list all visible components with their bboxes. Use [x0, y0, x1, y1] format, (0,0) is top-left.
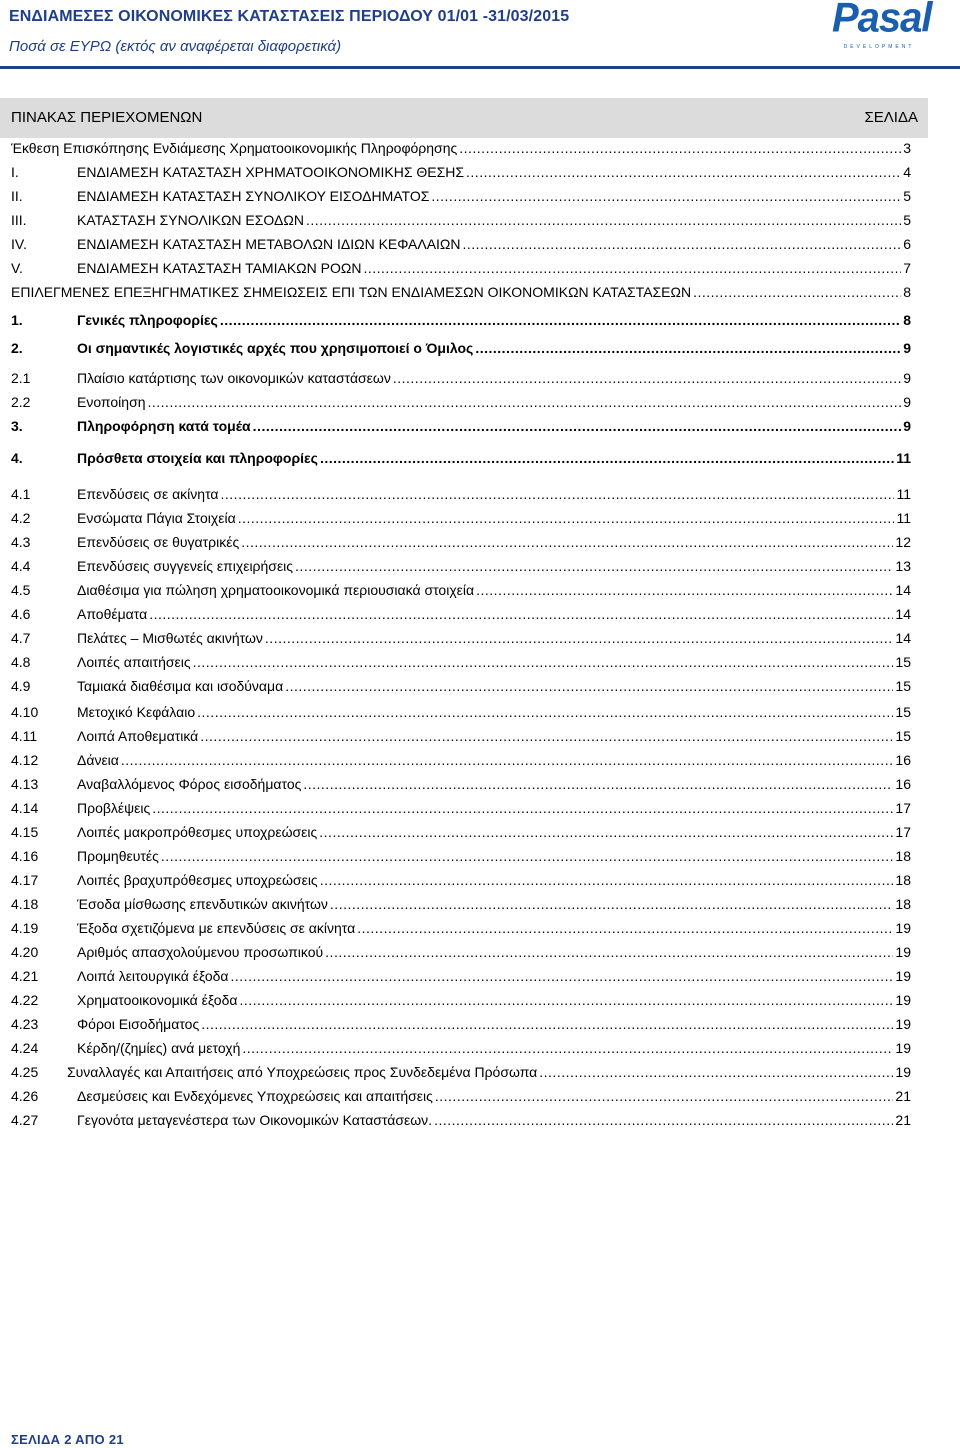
toc-entry-page: 11 [896, 510, 911, 526]
pasal-logo [832, 0, 932, 52]
toc-entry-label: Επενδύσεις συγγενείς επιχειρήσεις [77, 558, 294, 574]
toc-entry[interactable] [11, 418, 911, 438]
toc-entry[interactable] [11, 630, 911, 650]
toc-entry-page: 18 [895, 896, 911, 912]
toc-entry-page: 11 [896, 450, 911, 466]
toc-leader-dots [201, 1016, 893, 1032]
toc-entry-number: 2.1 [11, 370, 31, 386]
toc-entry-label: Πελάτες – Μισθωτές ακινήτων [77, 630, 263, 646]
logo-wordmark: Pasal [832, 0, 932, 42]
toc-entry-number: 1. [11, 312, 23, 328]
toc-entry-label: ΕΝΔΙΑΜΕΣΗ ΚΑΤΑΣΤΑΣΗ ΤΑΜΙΑΚΩΝ ΡΟΩΝ [77, 260, 362, 276]
toc-entry-label: Λοιπά Αποθεματικά [77, 728, 199, 744]
toc-entry-label: ΕΝΔΙΑΜΕΣΗ ΚΑΤΑΣΤΑΣΗ ΧΡΗΜΑΤΟΟΙΚΟΝΟΜΙΚΗΣ ΘΕΣΗΣ [77, 164, 465, 180]
page-number-footer: ΣΕΛΙΔΑ 2 ΑΠΟ 21 [11, 1432, 124, 1447]
logo-tagline: DEVELOPMENT [843, 44, 915, 50]
toc-entry-number: 4.20 [11, 944, 39, 960]
toc-entry-label: Δεσμεύσεις και Ενδεχόμενες Υποχρεώσεις και απαιτήσεις [77, 1088, 433, 1104]
toc-leader-dots [193, 654, 894, 670]
toc-entry[interactable] [11, 340, 911, 360]
toc-entry-label: Οι σημαντικές λογιστικές αρχές που χρησιμοποιεί ο Όμιλος [77, 340, 474, 356]
toc-entry[interactable] [11, 1040, 911, 1060]
toc-entry-page: 5 [903, 188, 911, 204]
toc-entry[interactable] [11, 606, 911, 626]
toc-entry-page: 14 [895, 630, 911, 646]
toc-entry[interactable] [11, 140, 911, 160]
toc-entry-page: 3 [903, 140, 911, 156]
toc-entry[interactable] [11, 896, 911, 916]
toc-entry-label: Προμηθευτές [77, 848, 159, 864]
toc-entry[interactable] [11, 1064, 911, 1084]
toc-entry-label: Προβλέψεις [77, 800, 151, 816]
toc-entry-page: 19 [895, 968, 911, 984]
toc-leader-dots [241, 534, 893, 550]
toc-entry[interactable] [11, 312, 911, 332]
toc-entry-page: 6 [903, 236, 911, 252]
toc-leader-dots [319, 824, 893, 840]
toc-entry[interactable] [11, 582, 911, 602]
toc-leader-dots [330, 896, 894, 912]
toc-entry-number: 4.23 [11, 1016, 39, 1032]
toc-entry-page: 21 [895, 1112, 911, 1128]
toc-entry[interactable] [11, 824, 911, 844]
toc-entry[interactable] [11, 1088, 911, 1108]
toc-entry-page: 15 [895, 654, 911, 670]
toc-entry-label: Έκθεση Επισκόπησης Ενδιάμεσης Χρηματοοικονομικής Πληροφόρησης [11, 140, 458, 156]
toc-entry-page: 17 [895, 824, 911, 840]
toc-entry-number: 4.24 [11, 1040, 39, 1056]
toc-entry-number: I. [11, 164, 19, 180]
toc-entry[interactable] [11, 1112, 911, 1132]
toc-entry-number: 4.7 [11, 630, 31, 646]
toc-entry-page: 11 [896, 486, 911, 502]
toc-entry-page: 15 [895, 678, 911, 694]
toc-leader-dots [475, 340, 901, 356]
toc-entry-label: Γενικές πληροφορίες [77, 312, 218, 328]
toc-leader-dots [285, 678, 893, 694]
toc-entry-number: 4. [11, 450, 23, 466]
toc-entry-label: Λοιπές μακροπρόθεσμες υποχρεώσεις [77, 824, 318, 840]
toc-entry-number: 4.5 [11, 582, 31, 598]
toc-leader-dots [393, 370, 901, 386]
currency-note: Ποσά σε ΕΥΡΩ (εκτός αν αναφέρεται διαφορετικά) [9, 38, 342, 55]
header-rule [0, 66, 960, 69]
toc-entry[interactable] [11, 236, 911, 256]
toc-entry-label: ΕΝΔΙΑΜΕΣΗ ΚΑΤΑΣΤΑΣΗ ΜΕΤΑΒΟΛΩΝ ΙΔΙΩΝ ΚΕΦΑΛΑΙΩΝ [77, 236, 461, 252]
toc-entry-number: 4.16 [11, 848, 39, 864]
toc-entry[interactable] [11, 654, 911, 674]
toc-leader-dots [325, 944, 893, 960]
toc-entry-number: 4.12 [11, 752, 39, 768]
toc-entry-number: 4.1 [11, 486, 31, 502]
toc-entry-number: 2. [11, 340, 23, 356]
toc-entry[interactable] [11, 450, 911, 470]
toc-entry-number: 4.27 [11, 1112, 39, 1128]
toc-entry[interactable] [11, 704, 911, 724]
toc-entry-page: 17 [895, 800, 911, 816]
toc-entry-page: 18 [895, 872, 911, 888]
toc-entry-label: Επενδύσεις σε θυγατρικές [77, 534, 240, 550]
toc-entry-label: Κέρδη/(ζημίες) ανά μετοχή [77, 1040, 241, 1056]
toc-entry-label: Αναβαλλόμενος Φόρος εισοδήματος [77, 776, 302, 792]
toc-entry[interactable] [11, 800, 911, 820]
toc-entry-number: III. [11, 212, 27, 228]
toc-entry[interactable] [11, 394, 911, 414]
toc-entry-page: 19 [895, 920, 911, 936]
toc-leader-dots [239, 992, 893, 1008]
toc-entry-label: Πρόσθετα στοιχεία και πληροφορίες [77, 450, 318, 466]
toc-entry-page: 4 [903, 164, 911, 180]
toc-entry-label: Χρηματοοικονομικά έξοδα [77, 992, 238, 1008]
toc-leader-dots [306, 212, 901, 228]
toc-entry-number: 4.18 [11, 896, 39, 912]
toc-entry-number: 2.2 [11, 394, 31, 410]
report-title: ΕΝΔΙΑΜΕΣΕΣ ΟΙΚΟΝΟΜΙΚΕΣ ΚΑΤΑΣΤΑΣΕΙΣ ΠΕΡΙΟΔΟΥ 01/01 -31/03/2015 [9, 8, 570, 25]
toc-header-bar [0, 98, 928, 138]
toc-entry-page: 13 [895, 558, 911, 574]
toc-entry-number: 4.2 [11, 510, 31, 526]
toc-leader-dots [238, 510, 895, 526]
toc-leader-dots [476, 582, 893, 598]
toc-entry-label: Ενσώματα Πάγια Στοιχεία [77, 510, 236, 526]
toc-leader-dots [539, 1064, 893, 1080]
toc-entry-number: IV. [11, 236, 27, 252]
toc-entry-number: 4.4 [11, 558, 31, 574]
toc-leader-dots [220, 312, 901, 328]
toc-leader-dots [161, 848, 894, 864]
toc-entry-label: ΕΠΙΛΕΓΜΕΝΕΣ ΕΠΕΞΗΓΗΜΑΤΙΚΕΣ ΣΗΜΕΙΩΣΕΙΣ ΕΠΙ ΤΩΝ ΕΝΔΙΑΜΕΣΩΝ ΟΙΚΟΝΟΜΙΚΩΝ ΚΑΤΑΣΤΑΣΕΩΝ [11, 284, 692, 300]
toc-entry[interactable] [11, 752, 911, 772]
toc-entry-label: Διαθέσιμα για πώληση χρηματοοικονομικά περιουσιακά στοιχεία [77, 582, 475, 598]
toc-leader-dots [434, 1112, 893, 1128]
toc-entry[interactable] [11, 968, 911, 988]
toc-leader-dots [152, 800, 893, 816]
toc-entry-page: 14 [895, 582, 911, 598]
toc-entry[interactable] [11, 558, 911, 578]
toc-entry-label: Λοιπές απαιτήσεις [77, 654, 191, 670]
toc-entry[interactable] [11, 212, 911, 232]
toc-entry-number: 4.22 [11, 992, 39, 1008]
toc-entry-page: 9 [903, 340, 911, 356]
toc-entry-page: 12 [895, 534, 911, 550]
toc-entry-number: 4.21 [11, 968, 39, 984]
toc-entry-page: 9 [903, 394, 911, 410]
toc-leader-dots [303, 776, 893, 792]
toc-entry-number: V. [11, 260, 23, 276]
toc-leader-dots [253, 418, 902, 434]
toc-entry-number: II. [11, 188, 23, 204]
toc-entry-page: 8 [903, 284, 911, 300]
toc-entry[interactable] [11, 534, 911, 554]
toc-entry[interactable] [11, 284, 911, 304]
toc-leader-dots [197, 704, 893, 720]
toc-entry[interactable] [11, 944, 911, 964]
toc-entry-label: Ταμιακά διαθέσιμα και ισοδύναμα [77, 678, 284, 694]
toc-entry-label: Λοιπά λειτουργικά έξοδα [77, 968, 229, 984]
toc-leader-dots [463, 236, 902, 252]
toc-entry-page: 16 [895, 752, 911, 768]
toc-leader-dots [231, 968, 894, 984]
toc-entry-number: 4.25 [11, 1064, 39, 1080]
toc-entry[interactable] [11, 188, 911, 208]
toc-entry-page: 7 [903, 260, 911, 276]
toc-leader-dots [295, 558, 893, 574]
toc-leader-dots [242, 1040, 893, 1056]
toc-leader-dots [121, 752, 894, 768]
toc-entry-label: Φόροι Εισοδήματος [77, 1016, 200, 1032]
toc-entry-page: 21 [895, 1088, 911, 1104]
toc-entry[interactable] [11, 1016, 911, 1036]
toc-leader-dots [320, 450, 894, 466]
toc-entry-page: 8 [903, 312, 911, 328]
toc-entry-label: Ενοποίηση [77, 394, 146, 410]
toc-entry-page: 19 [895, 1016, 911, 1032]
toc-entry[interactable] [11, 510, 911, 530]
toc-leader-dots [466, 164, 901, 180]
toc-entry-number: 4.13 [11, 776, 39, 792]
toc-entry-label: Συναλλαγές και Απαιτήσεις από Υποχρεώσεις προς Συνδεδεμένα Πρόσωπα [67, 1064, 538, 1080]
toc-entry-label: Αποθέματα [77, 606, 148, 622]
toc-entry-label: Πληροφόρηση κατά τομέα [77, 418, 251, 434]
toc-leader-dots [431, 188, 901, 204]
toc-title: ΠΙΝΑΚΑΣ ΠΕΡΙΕΧΟΜΕΝΩΝ [11, 109, 203, 126]
toc-entry-page: 19 [895, 992, 911, 1008]
toc-entry-label: Έξοδα σχετιζόμενα με επενδύσεις σε ακίνητα [77, 920, 356, 936]
toc-entry-number: 3. [11, 418, 23, 434]
toc-entry[interactable] [11, 260, 911, 280]
toc-leader-dots [693, 284, 901, 300]
toc-entry-page: 19 [895, 1064, 911, 1080]
toc-entry-number: 4.17 [11, 872, 39, 888]
toc-entry-page: 18 [895, 848, 911, 864]
toc-entry-page: 15 [895, 728, 911, 744]
toc-entry-page: 9 [903, 418, 911, 434]
toc-entry-number: 4.6 [11, 606, 31, 622]
toc-entry-label: ΚΑΤΑΣΤΑΣΗ ΣΥΝΟΛΙΚΩΝ ΕΣΟΔΩΝ [77, 212, 304, 228]
toc-entry-label: Επενδύσεις σε ακίνητα [77, 486, 219, 502]
toc-entry[interactable] [11, 486, 911, 506]
toc-entry-number: 4.14 [11, 800, 39, 816]
toc-entry-label: Γεγονότα μεταγενέστερα των Οικονομικών Καταστάσεων. [77, 1112, 433, 1128]
toc-entry-number: 4.3 [11, 534, 31, 550]
toc-leader-dots [149, 606, 893, 622]
toc-entry[interactable] [11, 776, 911, 796]
toc-entry-label: Δάνεια [77, 752, 119, 768]
toc-entry-label: Αριθμός απασχολούμενου προσωπικού [77, 944, 324, 960]
toc-entry-number: 4.8 [11, 654, 31, 670]
toc-entry[interactable] [11, 370, 911, 390]
toc-leader-dots [148, 394, 902, 410]
toc-entry-page: 14 [895, 606, 911, 622]
toc-entry-page: 5 [903, 212, 911, 228]
toc-entry[interactable] [11, 678, 911, 698]
toc-entry-label: Πλαίσιο κατάρτισης των οικονομικών καταστάσεων [77, 370, 391, 386]
toc-entry[interactable] [11, 992, 911, 1012]
toc-entry-page: 19 [895, 1040, 911, 1056]
toc-entry-number: 4.9 [11, 678, 31, 694]
toc-entry[interactable] [11, 848, 911, 868]
toc-entry-page: 9 [903, 370, 911, 386]
toc-entry[interactable] [11, 920, 911, 940]
toc-leader-dots [221, 486, 895, 502]
toc-entry-page: 15 [895, 704, 911, 720]
toc-entry-page: 16 [895, 776, 911, 792]
toc-leader-dots [363, 260, 901, 276]
toc-entry-number: 4.11 [11, 728, 38, 744]
toc-entry-number: 4.19 [11, 920, 39, 936]
toc-leader-dots [320, 872, 894, 888]
toc-entry[interactable] [11, 872, 911, 892]
toc-entry-page: 19 [895, 944, 911, 960]
toc-entry-label: Έσοδα μίσθωσης επενδυτικών ακινήτων [77, 896, 328, 912]
toc-page-column-title: ΣΕΛΙΔΑ [864, 109, 918, 126]
toc-entry-label: Μετοχικό Κεφάλαιο [77, 704, 196, 720]
toc-entry-label: ΕΝΔΙΑΜΕΣΗ ΚΑΤΑΣΤΑΣΗ ΣΥΝΟΛΙΚΟΥ ΕΙΣΟΔΗΜΑΤΟΣ [77, 188, 430, 204]
toc-entry-number: 4.15 [11, 824, 39, 840]
toc-entry[interactable] [11, 728, 911, 748]
toc-leader-dots [265, 630, 894, 646]
toc-leader-dots [200, 728, 893, 744]
toc-entry[interactable] [11, 164, 911, 184]
toc-leader-dots [357, 920, 893, 936]
toc-entry-number: 4.10 [11, 704, 39, 720]
toc-leader-dots [435, 1088, 894, 1104]
toc-leader-dots [459, 140, 901, 156]
toc-entry-number: 4.26 [11, 1088, 39, 1104]
toc-entry-label: Λοιπές βραχυπρόθεσμες υποχρεώσεις [77, 872, 318, 888]
page-header [0, 0, 960, 72]
